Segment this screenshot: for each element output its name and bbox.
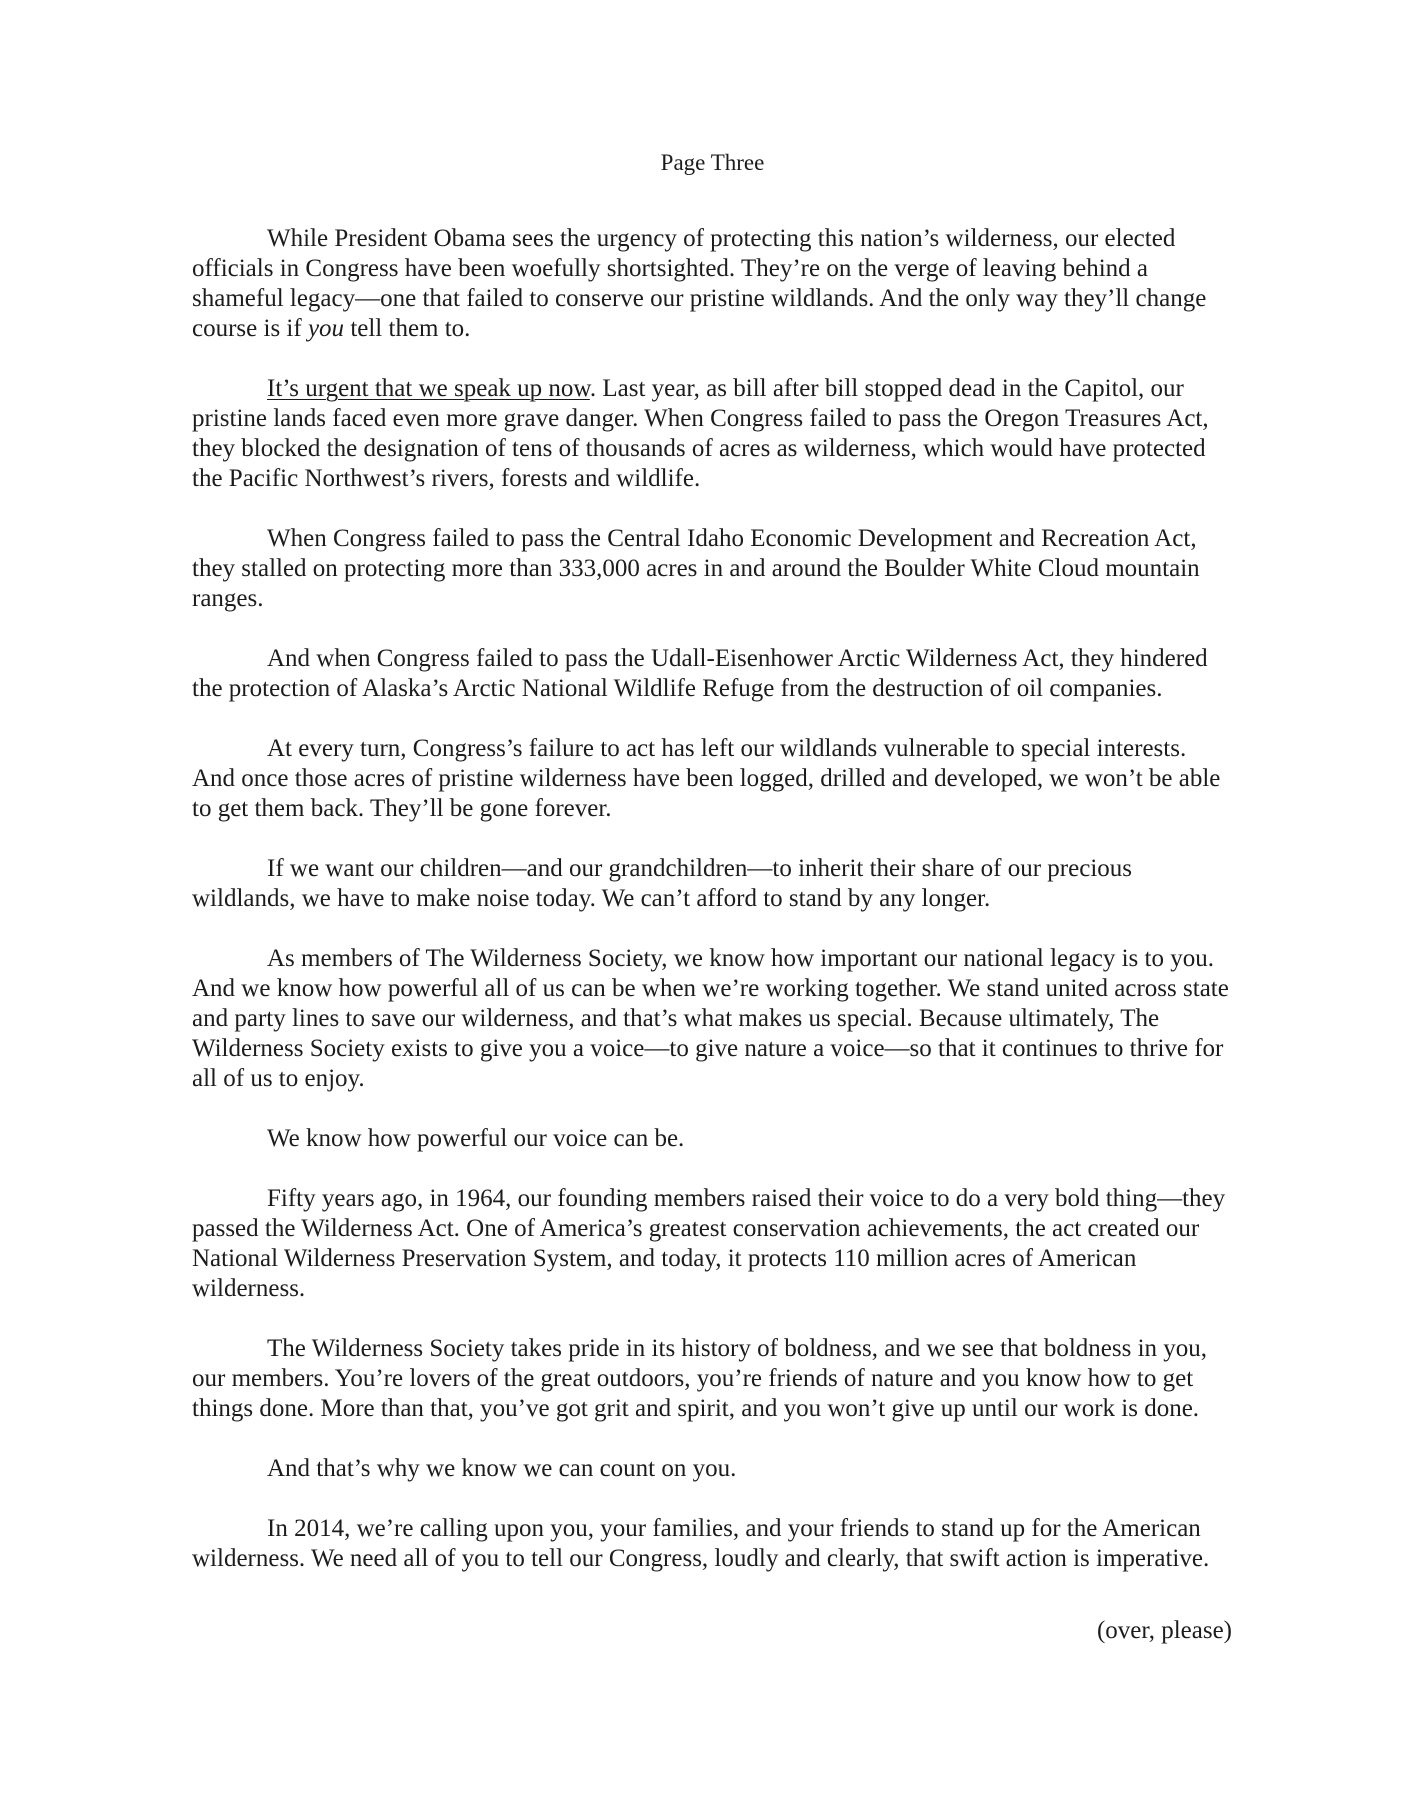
paragraph-text: . Last year, as bill after bill stopped dead in the Capitol, our pristine lands faced even more grave danger. When Congress failed to pass the Oregon Treasures Act, they blocked the designation of tens of thousands of acres as wilderness, which would have protected the Pacific Northwest’s rivers, forests and wildlife. (192, 375, 1209, 492)
paragraph-boldness: The Wilderness Society takes pride in its history of boldness, and we see that boldness in you, our members. You’re lovers of the great outdoors, you’re friends of nature and you know how to get things done. More than that, you’ve got grit and spirit, and you won’t give up until our work is done. (192, 1335, 1208, 1422)
paragraph-arctic-wilderness: And when Congress failed to pass the Udall-Eisenhower Arctic Wilderness Act, they hindered the protection of Alaska’s Arctic National Wildlife Refuge from the destruction of oil companies. (192, 645, 1208, 702)
paragraph-count-on-you: And that’s why we know we can count on you. (267, 1455, 737, 1482)
underlined-call-to-action: It’s urgent that we speak up now (267, 375, 590, 402)
paragraph-powerful-voice: We know how powerful our voice can be. (267, 1125, 685, 1152)
paragraph-members: As members of The Wilderness Society, we know how important our national legacy is to you. And we know how powerful all of us can be when we’re working together. We stand united across state and party lines to save our wilderness, and that’s what makes us special. Because ultimately, The Wilderness Society exists to give you a voice—to give nature a voice—so that it continues to thrive for all of us to enjoy. (192, 945, 1229, 1092)
paragraph-wilderness-act-1964: Fifty years ago, in 1964, our founding members raised their voice to do a very bold thing—they passed the Wilderness Act. One of America’s greatest conservation achievements, the act created our National Wilderness Preservation System, and today, it protects 110 million acres of American wilderness. (192, 1185, 1226, 1302)
paragraph-speak-up-now (192, 374, 1232, 494)
paragraph-text: While President Obama sees the urgency of protecting this nation’s wilderness, our elected officials in Congress have been woefully shortsighted. They’re on the verge of leaving behind a shameful legacy—one that failed to conserve our pristine wildlands. And the only way they’ll change course is if (192, 225, 1207, 342)
paragraph-2014-call: In 2014, we’re calling upon you, your families, and your friends to stand up for the American wilderness. We need all of you to tell our Congress, loudly and clearly, that swift action is imperative. (192, 1515, 1210, 1572)
continuation-note: (over, please) (1096, 1617, 1232, 1644)
letter-body (192, 224, 1232, 1604)
paragraph-text: tell them to. (344, 315, 471, 342)
page-header (0, 148, 1425, 178)
paragraph-central-idaho: When Congress failed to pass the Central Idaho Economic Development and Recreation Act, they stalled on protecting more than 333,000 acres in and around the Boulder White Cloud mountain ranges. (192, 525, 1200, 612)
paragraph-children: If we want our children—and our grandchildren—to inherit their share of our precious wildlands, we have to make noise today. We can’t afford to stand by any longer. (192, 855, 1132, 912)
page-label: Page Three (660, 150, 765, 175)
emphasis-you: you (307, 315, 345, 342)
paragraph-obama-urgency (192, 224, 1232, 344)
paragraph-special-interests: At every turn, Congress’s failure to act has left our wildlands vulnerable to special interests. And once those acres of pristine wilderness have been logged, drilled and developed, we won’t be able to get them back. They’ll be gone forever. (192, 735, 1221, 822)
